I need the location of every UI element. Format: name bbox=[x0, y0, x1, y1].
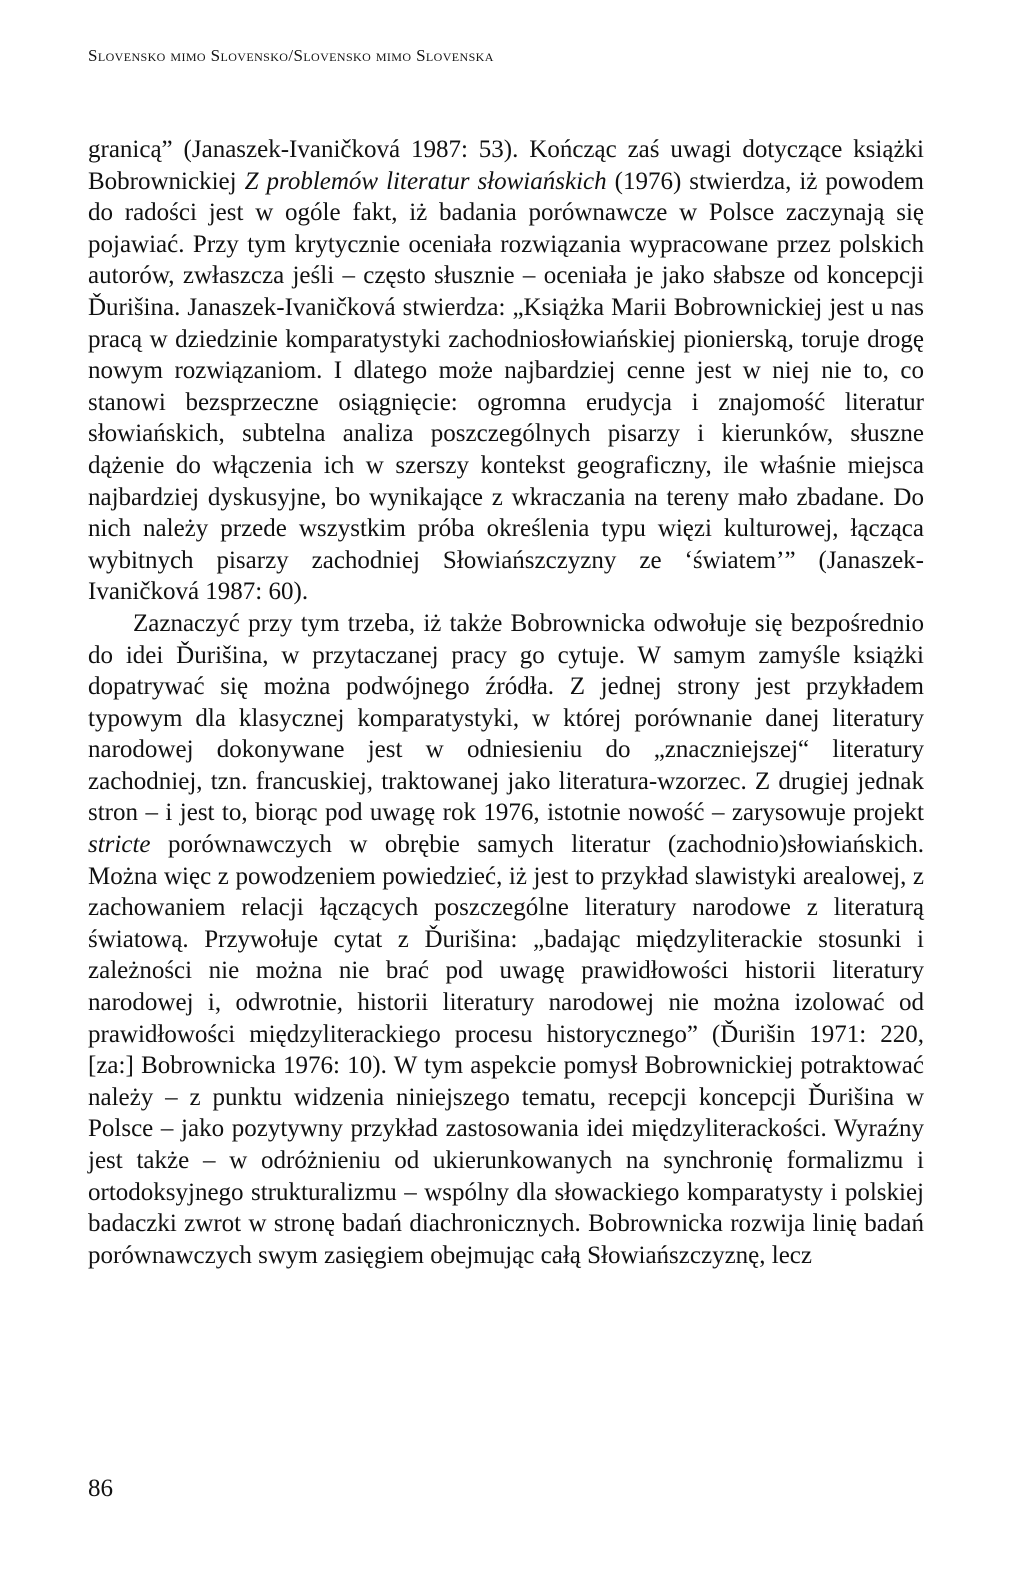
page-number: 86 bbox=[88, 1475, 113, 1502]
paragraph-2-text-start: Zaznaczyć przy tym trzeba, iż także Bobrownicka odwołuje się bezpośrednio do idei Ďurišina, w przytaczanej pracy go cytuje. W samym zamyśle książki dopatrywać się można podwójnego źródła. Z jednej strony jest przykładem typowym dla klasycznej komparatystyki, w której porównanie danej literatury narodowej dokonywane jest w odniesieniu do „znaczniejszej“ literatury zachodniej, tzn. francuskiej, traktowanej jako literatura-wzorzec. Z drugiej jednak stron – i jest to, biorąc pod uwagę rok 1976, istotnie nowość – zarysowuje projekt bbox=[88, 609, 924, 827]
running-head: Slovensko mimo Slovensko/Slovensko mimo Slovenska bbox=[88, 46, 494, 65]
paragraph-2 bbox=[88, 608, 924, 1271]
paragraph-1-text-start: granicą” (Janaszek-Ivaničková 1987: 53). Kończąc zaś uwagi dotyczące książki Bobrownickiej bbox=[88, 136, 924, 195]
emphasis-stricte: stricte bbox=[88, 831, 151, 859]
body-text bbox=[88, 134, 924, 1271]
paragraph-1-text-end: (1976) stwierdza, iż powodem do radości jest w ogóle fakt, iż badania porównawcze w Polsce zaczynają się pojawiać. Przy tym krytycznie oceniała rozwiązania wypracowane przez polskich autorów, zwłaszcza jeśli – często słusznie – oceniała je jako słabsze od koncepcji Ďurišina. Janaszek-Ivaničková stwierdza: „Książka Marii Bobrownickiej jest u nas pracą w dziedzinie komparatystyki zachodniosłowiańskiej pionierską, toruje drogę nowym rozwiązaniom. I dlatego może najbardziej cenne jest w niej nie to, co stanowi bezsprzeczne osiągnięcie: ogromna erudycja i znajomość literatur słowiańskich, subtelna analiza poszczególnych pisarzy i kierunków, słuszne dążenie do włączenia ich w szerszy kontekst geograficzny, ile właśnie miejsca najbardziej dyskusyjne, bo wynikające z wkraczania na tereny mało zbadane. Do nich należy przede wszystkim próba określenia typu więzi kulturowej, łącząca wybitnych pisarzy zachodniej Słowiańszczyzny ze ‘światem’” (Janaszek-Ivaničková 1987: 60). bbox=[88, 167, 924, 606]
book-title: Z problemów literatur słowiańskich bbox=[244, 167, 607, 195]
paragraph-1 bbox=[88, 134, 924, 608]
paragraph-2-text-end: porównawczych w obrębie samych literatur (zachodnio)słowiańskich. Można więc z powodzeniem powiedzieć, iż jest to przykład slawistyki arealowej, z zachowaniem relacji łączących poszczególne literatury narodowe z literaturą światową. Przywołuje cytat z Ďurišina: „badając międzyliterackie stosunki i zależności nie można nie brać pod uwagę prawidłowości historii literatury narodowej i, odwrotnie, historii literatury narodowej nie można izolować od prawidłowości międzyliterackiego procesu historycznego” (Ďurišin 1971: 220, [za:] Bobrownicka 1976: 10). W tym aspekcie pomysł Bobrownickiej potraktować należy – z punktu widzenia niniejszego tematu, recepcji koncepcji Ďurišina w Polsce – jako pozytywny przykład zastosowania idei międzyliterackości. Wyraźny jest także – w odróżnieniu od ukierunkowanych na synchronię formalizmu i ortodoksyjnego strukturalizmu – wspólny dla słowackiego komparatysty i polskiej badaczki zwrot w stronę badań diachronicznych. Bobrownicka rozwija linię badań porównawczych swym zasięgiem obejmując całą Słowiańszczyznę, lecz bbox=[88, 831, 924, 1269]
